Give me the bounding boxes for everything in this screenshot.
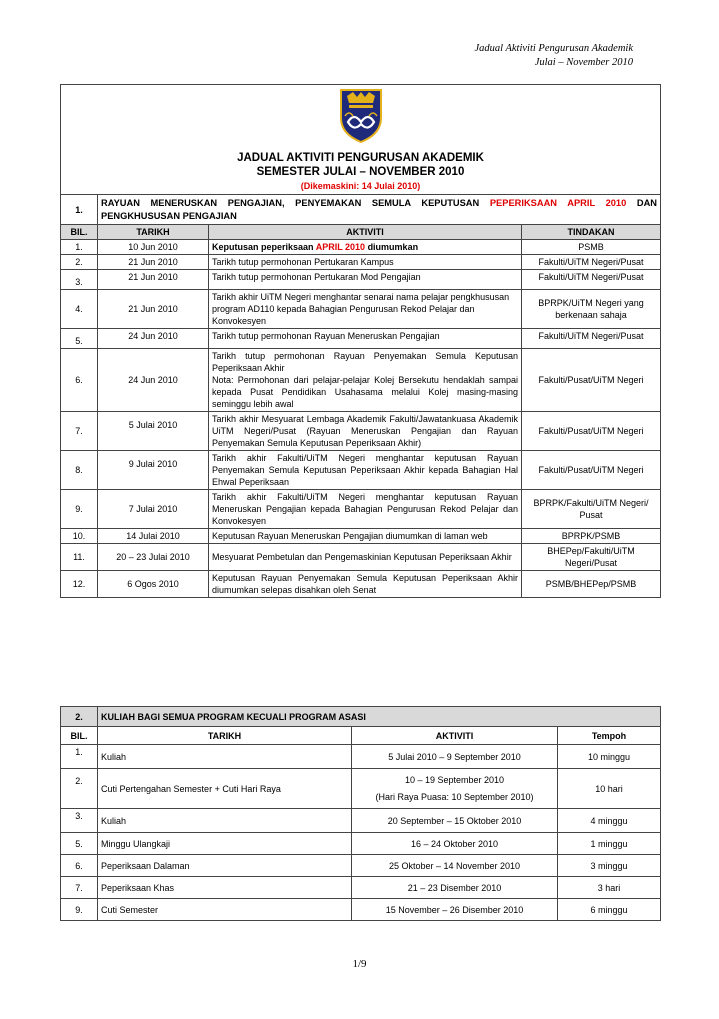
row-tarikh: 21 Jun 2010 xyxy=(98,290,209,329)
table-row xyxy=(61,255,661,270)
table-row xyxy=(61,270,661,290)
updated-date: (Dikemaskini: 14 Julai 2010) xyxy=(300,181,421,191)
running-header-title: Jadual Aktiviti Pengurusan Akademik xyxy=(474,43,633,54)
row-bil: 4. xyxy=(61,290,98,329)
section2-table xyxy=(60,706,661,921)
table-row xyxy=(61,329,661,349)
row-tarikh: 24 Jun 2010 xyxy=(98,329,209,349)
row-tarikh: 21 Jun 2010 xyxy=(98,255,209,270)
row-aktiviti: 21 – 23 Disember 2010 xyxy=(352,877,558,899)
row-aktiviti: Tarikh tutup permohonan Pertukaran Mod Pengajian xyxy=(209,270,522,290)
section1-title-exam: PEPERIKSAAN APRIL 2010 xyxy=(489,197,627,208)
section1-title-part-a: RAYUAN MENERUSKAN PENGAJIAN, PENYEMAKAN SEMULA KEPUTUSAN xyxy=(101,197,490,208)
row-bil: 7. xyxy=(61,877,98,899)
row-tindakan: Fakulti/UiTM Negeri/Pusat xyxy=(522,270,661,290)
row-tindakan: BPRPK/Fakulti/UiTM Negeri/ Pusat xyxy=(522,490,661,529)
title-cell xyxy=(61,147,661,195)
table-row xyxy=(61,769,661,809)
row-tarikh: 5 Julai 2010 xyxy=(98,412,209,451)
table-row xyxy=(61,290,661,329)
table-row xyxy=(61,240,661,255)
table-row xyxy=(61,855,661,877)
row-aktiviti-note: (Hari Raya Puasa: 10 September 2010) xyxy=(375,791,534,802)
row-aktiviti-main: 10 – 19 September 2010 xyxy=(404,774,505,785)
row-aktiviti xyxy=(352,769,558,809)
row-tarikh: Peperiksaan Dalaman xyxy=(98,855,352,877)
table-row xyxy=(61,349,661,412)
row-aktiviti: Tarikh akhir Fakulti/UiTM Negeri menghantar keputusan Rayuan Meneruskan Pengajian kepada Bahagian Pengurusan Rekod Pelajar dan Konvokesyen xyxy=(209,490,522,529)
section1-title-part-b: DAN PENGKHUSUSAN PENGAJIAN xyxy=(101,197,658,221)
row-aktiviti-note: Nota: Permohonan dari pelajar-pelajar Kolej Bersekutu hendaklah sampai kepada Pusat Pendidikan Usahasama melalui Kolej masing-masing seminggu lebih awal xyxy=(212,375,518,409)
row-bil: 3. xyxy=(61,270,98,290)
section2-header-row xyxy=(61,727,661,745)
row-bil: 9. xyxy=(61,899,98,921)
row-aktiviti: 15 November – 26 Disember 2010 xyxy=(352,899,558,921)
row-bil: 8. xyxy=(61,451,98,490)
row-tarikh: 7 Julai 2010 xyxy=(98,490,209,529)
row-bil: 2. xyxy=(61,769,98,809)
section1-heading-row xyxy=(61,195,661,225)
row-aktiviti: Tarikh tutup permohonan Rayuan Meneruskan Pengajian xyxy=(209,329,522,349)
row-bil: 12. xyxy=(61,571,98,598)
title-row xyxy=(61,147,661,195)
row-aktiviti: 16 – 24 Oktober 2010 xyxy=(352,833,558,855)
row-tarikh: 20 – 23 Julai 2010 xyxy=(98,544,209,571)
col-header-aktiviti: AKTIVITI xyxy=(352,727,558,745)
row-tempoh: 10 minggu xyxy=(558,745,661,769)
row-tempoh: 3 hari xyxy=(558,877,661,899)
section1-number: 1. xyxy=(61,195,98,225)
row-aktiviti: Tarikh akhir UiTM Negeri menghantar senarai nama pelajar pengkhususan program AD110 kepada Bahagian Pengurusan Rekod Pelajar dan Konvokesyen xyxy=(209,290,522,329)
row-tindakan: Fakulti/Pusat/UiTM Negeri xyxy=(522,451,661,490)
row-tindakan: Fakulti/UiTM Negeri/Pusat xyxy=(522,329,661,349)
document-subtitle: SEMESTER JULAI – NOVEMBER 2010 xyxy=(256,166,465,178)
col-header-tarikh: TARIKH xyxy=(98,225,209,240)
row-aktiviti: Tarikh akhir Fakulti/UiTM Negeri menghantar keputusan Rayuan Penyemakan Semula Keputusan Peperiksaan Akhir kepada Bahagian Hal Ehwal Peperiksaan xyxy=(209,451,522,490)
table-row xyxy=(61,529,661,544)
running-header-period: Julai – November 2010 xyxy=(534,57,633,68)
row1-aktiviti-part-a: Keputusan peperiksaan xyxy=(212,242,316,252)
row-bil: 6. xyxy=(61,349,98,412)
row-aktiviti: Keputusan Rayuan Penyemakan Semula Keputusan Peperiksaan Akhir diumumkan selepas disahkan oleh Senat xyxy=(209,571,522,598)
row-bil: 1. xyxy=(61,745,98,769)
document-title: JADUAL AKTIVITI PENGURUSAN AKADEMIK xyxy=(237,152,484,164)
col-header-bil: BIL. xyxy=(61,225,98,240)
table-row xyxy=(61,490,661,529)
row-tempoh: 4 minggu xyxy=(558,809,661,833)
row-tempoh: 3 minggu xyxy=(558,855,661,877)
table-row xyxy=(61,745,661,769)
row-tarikh: Cuti Pertengahan Semester + Cuti Hari Raya xyxy=(98,769,352,809)
row-bil: 1. xyxy=(61,240,98,255)
row-tindakan: BPRPK/PSMB xyxy=(522,529,661,544)
row-tindakan: BHEPep/Fakulti/UiTM Negeri/Pusat xyxy=(522,544,661,571)
table-row xyxy=(61,451,661,490)
university-logo-icon xyxy=(339,88,383,144)
col-header-tarikh: TARIKH xyxy=(98,727,352,745)
row-aktiviti: 5 Julai 2010 – 9 September 2010 xyxy=(352,745,558,769)
col-header-aktiviti: AKTIVITI xyxy=(209,225,522,240)
row-tarikh: Minggu Ulangkaji xyxy=(98,833,352,855)
row-tindakan: PSMB/BHEPep/PSMB xyxy=(522,571,661,598)
col-header-tempoh: Tempoh xyxy=(558,727,661,745)
row-tarikh: 14 Julai 2010 xyxy=(98,529,209,544)
row-bil: 7. xyxy=(61,412,98,451)
row-bil: 3. xyxy=(61,809,98,833)
table-row xyxy=(61,899,661,921)
row-tarikh: 6 Ogos 2010 xyxy=(98,571,209,598)
table-row xyxy=(61,544,661,571)
page-number: 1/9 xyxy=(352,958,367,970)
table-row xyxy=(61,412,661,451)
logo-row xyxy=(61,85,661,148)
row-tarikh: 21 Jun 2010 xyxy=(98,270,209,290)
row-aktiviti: Tarikh tutup permohonan Pertukaran Kampus xyxy=(209,255,522,270)
table-row xyxy=(61,571,661,598)
row-tarikh: Kuliah xyxy=(98,809,352,833)
section1-title xyxy=(98,195,661,225)
section2-title: KULIAH BAGI SEMUA PROGRAM KECUALI PROGRAM ASASI xyxy=(98,707,661,727)
section2-heading-row xyxy=(61,707,661,727)
row-aktiviti xyxy=(209,240,522,255)
row-tindakan: Fakulti/Pusat/UiTM Negeri xyxy=(522,349,661,412)
logo-cell xyxy=(61,85,661,148)
row-tarikh: Cuti Semester xyxy=(98,899,352,921)
table-row xyxy=(61,809,661,833)
section1-table xyxy=(60,84,661,598)
row-bil: 11. xyxy=(61,544,98,571)
col-header-bil: BIL. xyxy=(61,727,98,745)
row-aktiviti: 25 Oktober – 14 November 2010 xyxy=(352,855,558,877)
row-aktiviti: 20 September – 15 Oktober 2010 xyxy=(352,809,558,833)
row-tarikh: Peperiksaan Khas xyxy=(98,877,352,899)
row-bil: 6. xyxy=(61,855,98,877)
row1-aktiviti-part-b: diumumkan xyxy=(365,242,419,252)
section1-header-row xyxy=(61,225,661,240)
row-tarikh: 9 Julai 2010 xyxy=(98,451,209,490)
row-aktiviti: Tarikh akhir Mesyuarat Lembaga Akademik Fakulti/Jawatankuasa Akademik UiTM Negeri/Pusat (Rayuan Meneruskan Pengajian dan Rayuan Penyemakan Semula Keputusan Peperiksaan Akhir) xyxy=(209,412,522,451)
section2-number: 2. xyxy=(61,707,98,727)
row-bil: 2. xyxy=(61,255,98,270)
row-tindakan: PSMB xyxy=(522,240,661,255)
row-aktiviti: Keputusan Rayuan Meneruskan Pengajian diumumkan di laman web xyxy=(209,529,522,544)
row-tempoh: 10 hari xyxy=(558,769,661,809)
table-row xyxy=(61,833,661,855)
running-header xyxy=(474,42,633,70)
row-tarikh: Kuliah xyxy=(98,745,352,769)
row-tindakan: Fakulti/UiTM Negeri/Pusat xyxy=(522,255,661,270)
row-bil: 10. xyxy=(61,529,98,544)
row-bil: 5. xyxy=(61,329,98,349)
row-tempoh: 6 minggu xyxy=(558,899,661,921)
row-bil: 5. xyxy=(61,833,98,855)
row-aktiviti-main: Tarikh tutup permohonan Rayuan Penyemakan Semula Keputusan Peperiksaan Akhir xyxy=(212,351,518,373)
row-tarikh: 24 Jun 2010 xyxy=(98,349,209,412)
row-tarikh: 10 Jun 2010 xyxy=(98,240,209,255)
row-tindakan: Fakulti/Pusat/UiTM Negeri xyxy=(522,412,661,451)
row-aktiviti xyxy=(209,349,522,412)
row1-aktiviti-exam: APRIL 2010 xyxy=(315,242,366,252)
row-tempoh: 1 minggu xyxy=(558,833,661,855)
row-tindakan: BPRPK/UiTM Negeri yang berkenaan sahaja xyxy=(522,290,661,329)
row-bil: 9. xyxy=(61,490,98,529)
table-row xyxy=(61,877,661,899)
row-aktiviti: Mesyuarat Pembetulan dan Pengemaskinian Keputusan Peperiksaan Akhir xyxy=(209,544,522,571)
col-header-tindakan: TINDAKAN xyxy=(522,225,661,240)
